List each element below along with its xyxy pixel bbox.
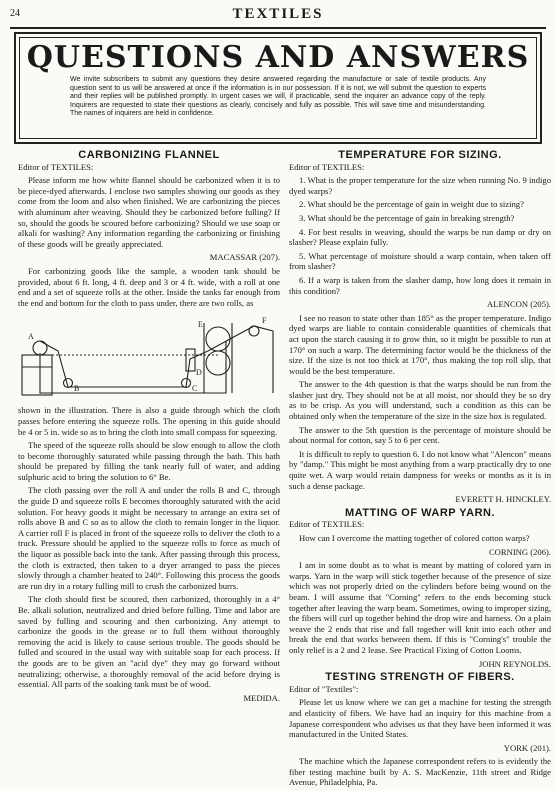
- right-column: [289, 147, 551, 791]
- matting-question: How can I overcome the matting together of colored cotton warps?: [299, 533, 530, 543]
- sizing-question-5: 5. What percentage of moisture should a warp contain, when taken off from slasher?: [289, 250, 551, 272]
- carbonizing-answer-3: The speed of the squeeze rolls should be slow enough to allow the cloth to become thoroughly saturated while passing through the bath. This bath should be prepared by filling the tank nearly full of water, and adding sulphuric acid to bring the solution to 6° Be.: [18, 440, 280, 482]
- page-number: 24: [10, 8, 20, 19]
- sizing-question-6: 6. If a warp is taken from the slasher damp, how long does it remain in this condition?: [289, 274, 551, 296]
- sizing-heading: TEMPERATURE FOR SIZING.: [338, 149, 502, 161]
- sizing-question-signature: ALENCON (205).: [487, 299, 551, 310]
- qa-banner: [14, 32, 542, 144]
- matting-answer: I am in some doubt as to what is meant by matting of colored yarn in warps. Yarn in the warp will stick together because of the presence of size which was not properly dried on the cylinders before being wound on the beam. I will assume that "Corning" refers to the ends becoming stuck together after leaving the warp beam. Sometimes, owing to improper sizing, the fibers will curl up together behind the drop wire and harness. On a plain weave the 2 ends that rise and fall together will knit into each other and break the end that works between them. If this is "Corning's" trouble the only relief is a 2 and 2 lease. See Practical Fixing of Cotton Looms.: [289, 560, 551, 655]
- carbonizing-editor: Editor of TEXTILES:: [18, 161, 94, 172]
- carbonizing-answer-1: For carbonizing goods like the sample, a wooden tank should be provided, about 6 ft. long, 4 ft. deep and 3 or 4 ft. wide, with a roll at one end and a set of squeeze rolls at the other. Inside the tanks far enough from the end and bottom for the cloth to pass under, there are two rolls, as: [18, 265, 280, 308]
- label-a: A: [28, 332, 34, 342]
- carbonizing-answer-signature: MEDIDA.: [243, 692, 280, 703]
- sizing-question-3: 3. What should be the percentage of gain in breaking strength?: [299, 212, 515, 223]
- testing-heading: TESTING STRENGTH OF FIBERS.: [325, 671, 515, 684]
- sizing-editor: Editor of TEXTILES:: [289, 161, 365, 172]
- testing-answer: The machine which the Japanese correspondent refers to is evidently the fiber testing machine built by A. S. MacKenzie, 11th street and Ridge Avenue, Philadelphia, Pa.: [289, 756, 551, 788]
- tank-diagram-svg: [18, 311, 280, 403]
- banner-intro: We invite subscribers to submit any questions they desire answered regarding the manufacture or sale of textile products. Any question sent to us will be answered at once if the information is in our possession. If it is not, we will submit the question to experts and their replies will be published promptly. In urgent cases we will, if practicable, send the inquirer an advance copy of the reply. Inquirers are requested to state their questions as clearly, concisely and fully as possible. This will save time and misunderstanding. The names of inquirers are held in confidence.: [70, 76, 486, 117]
- label-f: F: [262, 316, 267, 326]
- matting-heading: MATTING OF WARP YARN.: [344, 506, 496, 519]
- sizing-question-2: 2. What should be the percentage of gain in weight due to sizing?: [299, 199, 524, 210]
- testing-question: Please let us know where we can get a machine for testing the strength and elasticity of fibers. We have had an inquiry for this machine from a Japanese correspondent who advises us that they have been informed it was manufactured in the United States.: [289, 697, 551, 740]
- carbonizing-heading: CARBONIZING FLANNEL: [78, 149, 220, 161]
- carbonizing-answer-2: shown in the illustration. There is also a guide through which the cloth passes before entering the squeeze rolls. The opening in this guide should be 4 or 5 in. wide so as to bring the cloth into small compass for squeezing.: [18, 405, 280, 437]
- label-e: E: [198, 320, 203, 330]
- sizing-answer-2: The answer to the 4th question is that the warps should be run from the slasher just dry. They should not be at all moist, nor should they be so dry as to be crisp. As you will understand, such a condition as this can be obtained only when the temperature of the size in the size box is regulated.: [289, 379, 551, 422]
- matting-editor: Editor of TEXTILES:: [289, 519, 365, 530]
- sizing-answer-signature: EVERETT H. HINCKLEY.: [455, 494, 551, 505]
- sizing-answer-4: It is difficult to reply to question 6. I do not know what "Alencon" means by "damp." This might be most anything from a warp practically dry to one quite wet. A warp would retain dampness for weeks or months as it is in such a dense package.: [289, 448, 551, 491]
- sizing-answer-3: The answer to the 5th question is the percentage of moisture should be about normal for cotton, say 5 to 6 per cent.: [289, 424, 551, 446]
- sizing-question-1: 1. What is the proper temperature for the size when running No. 9 indigo dyed warps?: [289, 175, 551, 196]
- page-header: [0, 6, 556, 26]
- sizing-answer-1: I see no reason to state other than 185° as the proper temperature. Indigo dyed warps are liable to contain considerable quantities of chemicals that act upon the starch causing it to grow thin, so it might be possible to run at 170° on such a warp. The determining factor would be the thickness of the size. If the size is not too thick at 170°, thus making the top roll slip, that would be the best temperature.: [289, 312, 551, 376]
- guide-d: [186, 349, 195, 371]
- label-c: C: [192, 384, 198, 394]
- squeeze-roll-upper: [206, 327, 230, 351]
- header-rule: [10, 27, 546, 29]
- carbonizing-answer-4: The cloth passing over the roll A and under the rolls B and C, through the guide D and squeeze rolls E becomes thoroughly saturated with the acid solution. For heavy goods it might be necessary to arrange an extra set of rolls above B and C so as to allow the cloth to remain longer in the liquor. A carrier roll F is placed in front of the squeeze rolls to deliver the cloth to a truck. Pressure should be applied to the squeeze rolls to force as much of the liquor as possible back into the tank. After passing through this process, the cloth is extracted, then taken to a dryer arranged to pass the pieces slowly through a chamber heated to 240°. Following this process the goods are run dry in a rotary fulling mill to crush the carbonized burrs.: [18, 485, 280, 591]
- cloth-path: [40, 326, 273, 393]
- testing-editor: Editor of "Textiles":: [289, 683, 359, 694]
- carbonizing-question-signature: MACASSAR (207).: [209, 252, 280, 263]
- left-column: [18, 147, 280, 706]
- matting-question-signature: CORNING (206).: [488, 546, 551, 557]
- carbonizing-question: Please inform me how white flannel should be carbonized when it is to be piece-dyed afterwards. I enclose two samples showing our goods as they come from the loom and also when finished. We are carbonizing the pieces with aluminum after weaving. Should they be carbonized before fulling? If so, should the goods be scoured before carbonizing? Should we use soap or alkali for washing? Any information regarding the carbonizing or finishing of these goods will be greatly appreciated.: [18, 175, 280, 249]
- label-d: D: [196, 368, 202, 378]
- banner-inner-border: [19, 37, 537, 139]
- sizing-question-4: 4. For best results in weaving, should the warps be run damp or dry on slasher? Please explain fully.: [289, 226, 551, 248]
- testing-question-signature: YORK (201).: [503, 742, 551, 753]
- carbonizing-tank-diagram: [18, 311, 280, 403]
- label-b: B: [74, 384, 80, 394]
- carbonizing-answer-5: The cloth should first be scoured, then carbonized, thoroughly in a 4° Be. alkali solution, neutralized and dried before fulling. Time and labor are saved by fulling and scouring and then carbonizing. Any attempt to carbonize the goods in the grease or to full them without thoroughly removing the acid is likely to cause serious trouble. The goods should be fulled and scoured in the usual way with suitable soap for each process. If the goods are to be given an "acid dye" they may go forward without neutralizing; otherwise, a thoroughly removal of the acid before drying is essential. All parts of the soaking tank must be of wood.: [18, 594, 280, 690]
- matting-answer-signature: JOHN REYNOLDS.: [478, 658, 551, 669]
- roll-a-stand: [22, 355, 52, 395]
- magazine-title: TEXTILES: [232, 6, 324, 22]
- banner-title: QUESTIONS AND ANSWERS: [26, 40, 530, 75]
